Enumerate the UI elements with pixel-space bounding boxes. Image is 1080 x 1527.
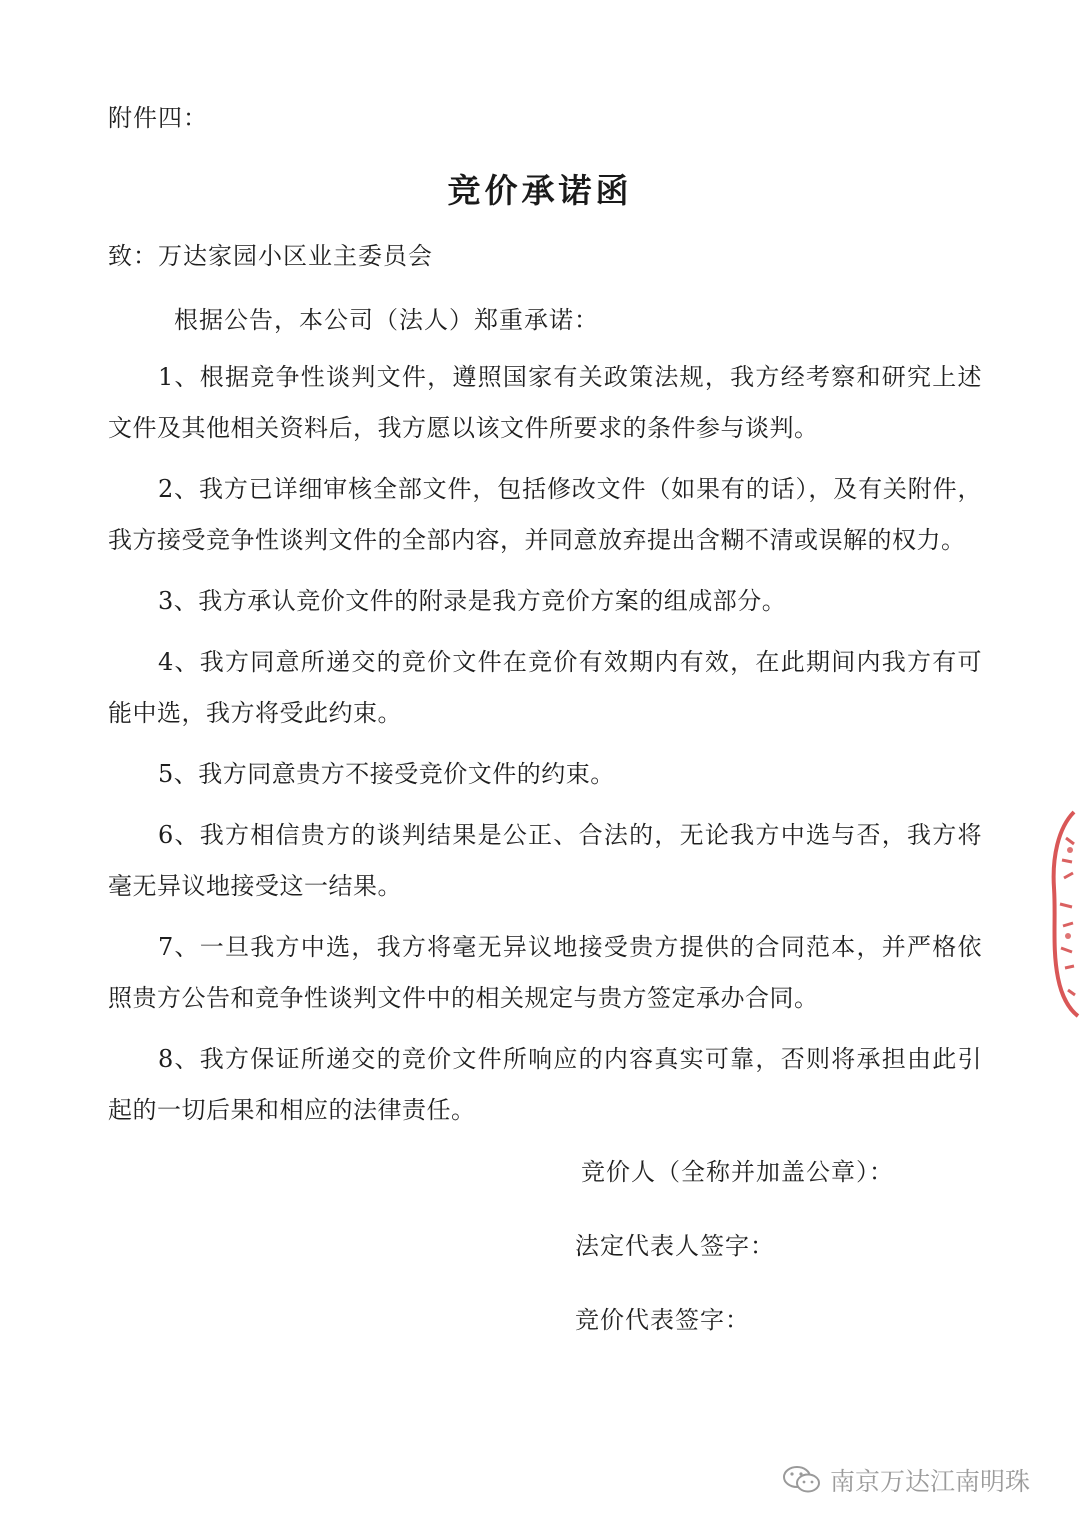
- clause-3: 3、我方承认竞价文件的附录是我方竞价方案的组成部分。: [158, 587, 787, 615]
- clause-5: 5、我方同意贵方不接受竞价文件的约束。: [158, 760, 615, 788]
- wechat-icon: [782, 1464, 822, 1496]
- red-seal-fragment: [1044, 808, 1080, 1018]
- clause-list: [108, 352, 982, 1146]
- clause-2: 2、我方已详细审核全部文件，包括修改文件（如果有的话），及有关附件，我方接受竞争性谈判文件的全部内容，并同意放弃提出含糊不清或误解的权力。: [108, 475, 982, 554]
- legal-representative-signature-line: 法定代表人签字：: [575, 1232, 775, 1260]
- intro-paragraph: 根据公告，本公司（法人）郑重承诺：: [174, 306, 599, 334]
- bid-representative-signature-line: 竞价代表签字：: [575, 1306, 750, 1334]
- signature-block: [575, 1152, 995, 1374]
- clause-8: 8、我方保证所递交的竞价文件所响应的内容真实可靠，否则将承担由此引起的一切后果和相应的法律责任。: [108, 1045, 982, 1124]
- bidder-signature-line: 竞价人（全称并加盖公章）：: [581, 1158, 894, 1186]
- clause-4: 4、我方同意所递交的竞价文件在竞价有效期内有效，在此期间内我方有可能中选，我方将受此约束。: [108, 648, 982, 727]
- watermark-text: 南京万达江南明珠: [830, 1467, 1031, 1496]
- clause-7: 7、一旦我方中选，我方将毫无异议地接受贵方提供的合同范本，并严格依照贵方公告和竞争性谈判文件中的相关规定与贵方签定承办合同。: [108, 933, 982, 1012]
- document-title: 竞价承诺函: [447, 171, 633, 210]
- clause-6: 6、我方相信贵方的谈判结果是公正、合法的，无论我方中选与否，我方将毫无异议地接受这一结果。: [108, 821, 982, 900]
- attachment-label: 附件四：: [108, 104, 208, 132]
- clause-1: 1、根据竞争性谈判文件，遵照国家有关政策法规，我方经考察和研究上述文件及其他相关资料后，我方愿以该文件所要求的条件参与谈判。: [108, 363, 982, 442]
- recipient-line: 致：万达家园小区业主委员会: [108, 242, 433, 270]
- watermark: [782, 1462, 1030, 1498]
